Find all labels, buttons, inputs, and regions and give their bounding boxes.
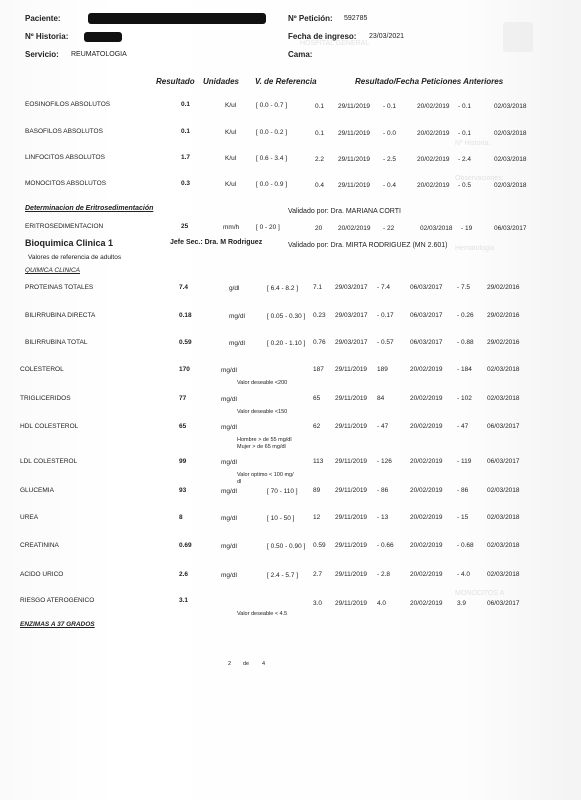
previous-result-3: - 119 — [457, 458, 472, 465]
reference-range: [ 0.50 - 0.90 ] — [267, 543, 306, 550]
test-name: BILIRRUBINA DIRECTA — [25, 312, 96, 319]
previous-date-2: 20/02/2019 — [410, 395, 443, 402]
previous-date-1: 29/11/2019 — [338, 182, 371, 189]
previous-result-1: 0.23 — [313, 312, 326, 319]
previous-date-2: 20/02/2019 — [417, 103, 450, 110]
paciente-label: Paciente: — [25, 14, 61, 23]
previous-result-3: - 19 — [461, 225, 473, 232]
previous-result-1: 65 — [313, 395, 321, 402]
previous-date-1: 29/11/2019 — [335, 487, 368, 494]
reference-range: [ 0.6 - 3.4 ] — [256, 155, 288, 162]
previous-date-2: 20/02/2019 — [410, 487, 443, 494]
previous-date-1: 29/11/2019 — [338, 156, 371, 163]
previous-result-1: 89 — [313, 487, 321, 494]
previous-result-3: - 0.1 — [458, 130, 472, 137]
previous-result-2: - 126 — [377, 458, 392, 465]
previous-result-2: - 47 — [377, 423, 389, 430]
reference-note: Hombre > de 55 mg/dl — [237, 437, 292, 443]
test-result: 93 — [179, 487, 187, 494]
test-unit: K/ul — [225, 102, 237, 109]
previous-date-1: 29/11/2019 — [335, 423, 368, 430]
reference-range: [ 0.20 - 1.10 ] — [267, 340, 306, 347]
previous-result-2: - 0.4 — [383, 182, 397, 189]
test-result: 8 — [179, 514, 183, 521]
previous-date-2: 20/02/2019 — [417, 130, 450, 137]
reference-note-2: Mujer > de 65 mg/dl — [237, 444, 286, 450]
previous-date-3: 06/03/2017 — [487, 600, 520, 607]
test-unit: mg/dl — [221, 367, 237, 374]
reference-note: Valor deseable <150 — [237, 409, 288, 415]
previous-result-3: - 86 — [457, 487, 469, 494]
test-name: MONOCITOS ABSOLUTOS — [25, 180, 107, 187]
previous-result-1: 187 — [313, 366, 324, 373]
previous-result-2: 189 — [377, 366, 388, 373]
previous-result-3: - 2.4 — [458, 156, 472, 163]
previous-date-3: 02/03/2018 — [494, 130, 527, 137]
test-result: 170 — [179, 366, 190, 373]
test-name: PROTEINAS TOTALES — [25, 284, 94, 291]
previous-result-2: - 7.4 — [377, 284, 391, 291]
test-result: 7.4 — [179, 284, 189, 291]
eritro-section-title: Determinacion de Eritrosedimentación — [25, 205, 154, 212]
servicio-value: REUMATOLOGIA — [71, 51, 127, 58]
col-resultado: Resultado — [156, 77, 195, 86]
previous-date-3: 06/03/2017 — [494, 225, 527, 232]
previous-date-1: 29/11/2019 — [335, 542, 368, 549]
test-unit: mg/dl — [229, 313, 245, 320]
previous-date-2: 20/02/2019 — [410, 571, 443, 578]
previous-date-2: 06/03/2017 — [410, 339, 443, 346]
valores-referencia-note: Valores de referencia de adultos — [28, 254, 122, 261]
test-name: HDL COLESTEROL — [20, 423, 79, 430]
previous-date-1: 20/02/2019 — [338, 225, 371, 232]
test-unit: mg/dl — [221, 459, 237, 466]
previous-date-2: 06/03/2017 — [410, 284, 443, 291]
previous-result-2: - 0.1 — [383, 103, 397, 110]
previous-result-1: 12 — [313, 514, 321, 521]
previous-date-1: 29/11/2019 — [338, 103, 371, 110]
jefe-seccion: Jefe Sec.: Dra. M Rodriguez — [170, 239, 263, 246]
fecha-ingreso-label: Fecha de ingreso: — [288, 32, 357, 41]
test-unit: K/ul — [225, 155, 237, 162]
previous-result-1: 0.1 — [315, 103, 325, 110]
previous-date-2: 20/02/2019 — [410, 514, 443, 521]
previous-result-3: - 0.68 — [457, 542, 474, 549]
historia-label: Nº Historia: — [25, 32, 69, 41]
test-result: 77 — [179, 395, 187, 402]
reference-range: [ 0.05 - 0.30 ] — [267, 313, 306, 320]
previous-date-3: 29/02/2016 — [487, 312, 520, 319]
previous-result-2: - 2.8 — [377, 571, 391, 578]
previous-result-3: - 102 — [457, 395, 472, 402]
test-result: 25 — [181, 223, 189, 230]
test-name: BASOFILOS ABSOLUTOS — [25, 128, 103, 135]
previous-result-2: - 22 — [383, 225, 395, 232]
page-total: 4 — [262, 661, 266, 667]
test-result: 0.1 — [181, 128, 191, 135]
reference-note: Valor optimo < 100 mg/ — [237, 472, 294, 478]
previous-result-2: - 0.66 — [377, 542, 394, 549]
previous-result-1: 0.59 — [313, 542, 326, 549]
previous-date-2: 20/02/2019 — [410, 600, 443, 607]
redacted-history-number — [84, 32, 122, 42]
previous-result-1: 7.1 — [313, 284, 323, 291]
reference-range: [ 0.0 - 0.9 ] — [256, 181, 288, 188]
previous-date-1: 29/03/2017 — [335, 284, 368, 291]
test-result: 1.7 — [181, 154, 191, 161]
previous-date-2: 06/03/2017 — [410, 312, 443, 319]
test-name: UREA — [20, 514, 39, 521]
previous-date-2: 02/03/2018 — [420, 225, 453, 232]
previous-result-2: - 13 — [377, 514, 389, 521]
previous-result-3: - 184 — [457, 366, 472, 373]
previous-date-1: 29/11/2019 — [335, 600, 368, 607]
enzimas-title: ENZIMAS A 37 GRADOS — [20, 621, 95, 628]
previous-result-3: - 0.88 — [457, 339, 474, 346]
page-de: de — [243, 661, 250, 667]
previous-result-1: 113 — [313, 458, 324, 465]
test-result: 0.59 — [179, 339, 192, 346]
redacted-patient-name — [88, 13, 266, 24]
previous-date-3: 02/03/2018 — [494, 103, 527, 110]
test-result: 0.3 — [181, 180, 191, 187]
previous-result-2: - 0.57 — [377, 339, 394, 346]
test-unit: K/ul — [225, 181, 237, 188]
test-unit: mg/dl — [221, 572, 237, 579]
previous-date-1: 29/11/2019 — [335, 366, 368, 373]
previous-result-1: 0.76 — [313, 339, 326, 346]
test-name: LINFOCITOS ABSOLUTOS — [25, 154, 105, 161]
test-unit: mg/dl — [221, 543, 237, 550]
previous-date-3: 02/03/2018 — [487, 395, 520, 402]
previous-date-3: 06/03/2017 — [487, 423, 520, 430]
col-anteriores: Resultado/Fecha Peticiones Anteriores — [355, 77, 504, 86]
previous-result-1: 20 — [315, 225, 323, 232]
col-referencia: V. de Referencia — [255, 77, 317, 86]
test-unit: mg/dl — [221, 488, 237, 495]
previous-result-3: - 15 — [457, 514, 469, 521]
reference-note: Valor deseable <200 — [237, 380, 288, 386]
cama-label: Cama: — [288, 50, 313, 59]
test-unit: K/ul — [225, 129, 237, 136]
test-name: RIESGO ATEROGENICO — [20, 597, 95, 604]
previous-date-3: 02/03/2018 — [487, 366, 520, 373]
previous-result-1: 2.7 — [313, 571, 323, 578]
previous-result-2: 84 — [377, 395, 385, 402]
lab-report-page: HOSPITAL GENERAL Nº Historia: Observaciones: Hematologia MONOCITOS A Paciente: Nº Historia: Servicio: REUMATOLOGIA Nº Petición: 592785 Fecha de ingreso: 23/03/2021 Cama: Resultado Unidades V. de Referencia Resultado/Fecha Peticiones Anteriores EOSINOFILOS ABSOLUTOS 0.1 K/ul [ 0.0 - 0.7 ] 0.1 29/11/2019 - 0.1 20/02/2019 - 0.1 02/03/2018 BASOFILOS ABSOLUTOS 0.1 K/ul [ 0.0 - 0.2 ] 0.1 29/11/2019 - 0.0 20/02/2019 - 0.1 02/03/2018 LINFOCITOS ABSOLUTOS 1.7 K/ul [ 0.6 - 3.4 ] 2.2 29/11/2019 - 2.5 20/02/2019 - 2.4 02/03/2018 MONOCITOS ABSOLUTOS 0.3 K/ul [ 0.0 - 0.9 ] 0.4 29/11/2019 - 0.4 20/02/2019 - 0.5 02/03/2018 Determinacion de Eritrosedimentación Validado por: Dra. MARIANA CORTI ERITROSEDIMENTACION 25 mm/h [ 0 - 20 ] 20 20/02/2019 - 22 02/03/2018 - 19 06/03/2017 Bioquimica Clinica 1 Jefe Sec.: Dra. M Rodriguez Validado por: Dra. MIRTA RODRIGUEZ (MN 2.601) Valores de referencia de adultos QUIMICA CLINICA PROTEINAS TOTALES 7.4 g/dl [ 6.4 - 8.2 ] 7.1 29/03/2017 - 7.4 06/03/2017 - 7.5 29/02/2016 BILIRRUBINA DIRECTA 0.18 mg/dl [ 0.05 - 0.30 ] 0.23 29/03/2017 - 0.17 06/03/2017 - 0.26 29/02/2016 BILIRRUBINA TOTAL 0.59 mg/dl [ 0.20 - 1.10 ] 0.76 29/03/2017 - 0.57 06/03/2017 - 0.88 29/02/2016 COLESTEROL 170 mg/dl Valor deseable <200 187 29/11/2019 189 20/02/2019 - 184 02/03/2018 TRIGLICERIDOS 77 mg/dl Valor deseable <150 65 29/11/2019 84 20/02/2019 - 102 02/03/2018 HDL COLESTEROL 65 mg/dl Hombre > de 55 mg/dl Mujer > de 65 mg/dl 62 29/11/2019 - 47 20/02/2019 - 47 06/03/2017 LDL COLESTEROL 99 mg/dl Valor optimo < 100 mg/ dl 113 29/11/2019 - 126 20/02/2019 - 119 06/03/2017 GLUCEMIA 93 mg/dl [ 70 - 110 ] 89 29/11/2019 - 86 20/02/2019 - 86 02/03/2018 UREA 8 mg/dl [ 10 - 50 ] 12 29/11/2019 - 13 20/02/2019 - 15 02/03/2018 CREATININA 0.69 mg/dl [ 0.50 - 0.90 ] 0.59 29/11/2019 - 0.66 20/02/2019 - 0.68 02/03/2018 ACIDO URICO 2.6 mg/dl [ 2.4 - 5.7 ] 2.7 29/11/2019 - 2.8 20/02/2019 - 4.0 02/03/2018 RIESGO ATEROGENICO 3.1 Valor deseable < 4.5 3.0 29/11/2019 4.0 20/02/2019 3.9 06/03/2017 ENZIMAS A 37 GRADOS 2 de 4 — [0, 0, 581, 800]
previous-result-1: 3.0 — [313, 600, 323, 607]
previous-date-3: 02/03/2018 — [494, 182, 527, 189]
previous-date-1: 29/11/2019 — [335, 571, 368, 578]
previous-date-3: 02/03/2018 — [494, 156, 527, 163]
test-unit: mg/dl — [221, 396, 237, 403]
reference-range: [ 70 - 110 ] — [267, 488, 298, 495]
previous-date-3: 02/03/2018 — [487, 571, 520, 578]
previous-result-3: 3.9 — [457, 600, 467, 607]
previous-result-3: - 0.5 — [458, 182, 472, 189]
previous-date-1: 29/11/2019 — [335, 514, 368, 521]
previous-result-1: 2.2 — [315, 156, 325, 163]
test-name: BILIRRUBINA TOTAL — [25, 339, 88, 346]
previous-result-3: - 0.26 — [457, 312, 474, 319]
previous-date-3: 29/02/2016 — [487, 339, 520, 346]
reference-range: [ 0 - 20 ] — [256, 224, 280, 231]
previous-date-3: 06/03/2017 — [487, 458, 520, 465]
previous-result-2: - 86 — [377, 487, 389, 494]
test-unit: mg/dl — [229, 340, 245, 347]
previous-date-3: 02/03/2018 — [487, 514, 520, 521]
reference-note: Valor deseable < 4.5 — [237, 611, 288, 617]
previous-date-2: 20/02/2019 — [410, 366, 443, 373]
test-unit: mg/dl — [221, 424, 237, 431]
previous-result-1: 0.4 — [315, 182, 325, 189]
hospital-logo-stamp — [503, 22, 533, 52]
previous-date-3: 29/02/2016 — [487, 284, 520, 291]
test-result: 3.1 — [179, 597, 189, 604]
bioquimica-title: Bioquimica Clinica 1 — [25, 238, 114, 248]
fecha-ingreso-value: 23/03/2021 — [369, 33, 405, 40]
test-name: EOSINOFILOS ABSOLUTOS — [25, 101, 111, 108]
page-number: 2 — [228, 661, 232, 667]
servicio-label: Servicio: — [25, 50, 59, 59]
previous-date-2: 20/02/2019 — [410, 423, 443, 430]
test-result: 65 — [179, 423, 187, 430]
reference-range: [ 0.0 - 0.2 ] — [256, 129, 288, 136]
previous-result-3: - 7.5 — [457, 284, 471, 291]
previous-date-1: 29/03/2017 — [335, 339, 368, 346]
previous-result-3: - 4.0 — [457, 571, 471, 578]
test-unit: g/dl — [229, 285, 240, 292]
bioquimica-validado: Validado por: Dra. MIRTA RODRIGUEZ (MN 2.601) — [288, 242, 448, 249]
previous-date-1: 29/11/2019 — [335, 395, 368, 402]
peticion-label: Nº Petición: — [288, 14, 333, 23]
test-result: 0.18 — [179, 312, 192, 319]
test-name: TRIGLICERIDOS — [20, 395, 71, 402]
reference-range: [ 2.4 - 5.7 ] — [267, 572, 299, 579]
test-result: 0.1 — [181, 101, 191, 108]
previous-date-1: 29/11/2019 — [335, 458, 368, 465]
previous-date-2: 20/02/2019 — [417, 156, 450, 163]
test-name: CREATININA — [20, 542, 59, 549]
test-name: ERITROSEDIMENTACION — [25, 223, 104, 230]
previous-date-2: 20/02/2019 — [410, 542, 443, 549]
previous-date-2: 20/02/2019 — [410, 458, 443, 465]
test-unit: mm/h — [223, 224, 240, 231]
previous-result-1: 62 — [313, 423, 321, 430]
reference-range: [ 0.0 - 0.7 ] — [256, 102, 288, 109]
previous-date-1: 29/11/2019 — [338, 130, 371, 137]
previous-date-2: 20/02/2019 — [417, 182, 450, 189]
eritro-validado: Validado por: Dra. MARIANA CORTI — [288, 208, 401, 215]
previous-result-3: - 47 — [457, 423, 469, 430]
previous-result-3: - 0.1 — [458, 103, 472, 110]
previous-result-2: - 0.17 — [377, 312, 394, 319]
test-result: 2.6 — [179, 571, 189, 578]
reference-range: [ 6.4 - 8.2 ] — [267, 285, 299, 292]
test-unit: mg/dl — [221, 515, 237, 522]
previous-result-2: 4.0 — [377, 600, 387, 607]
peticion-value: 592785 — [344, 15, 368, 22]
previous-date-3: 02/03/2018 — [487, 542, 520, 549]
previous-result-2: - 2.5 — [383, 156, 397, 163]
test-name: LDL COLESTEROL — [20, 458, 78, 465]
test-result: 99 — [179, 458, 187, 465]
col-unidades: Unidades — [203, 77, 240, 86]
test-name: ACIDO URICO — [20, 571, 64, 578]
test-result: 0.69 — [179, 542, 192, 549]
quimica-clinica-title: QUIMICA CLINICA — [25, 267, 81, 274]
test-name: COLESTEROL — [20, 366, 64, 373]
test-name: GLUCEMIA — [20, 487, 54, 494]
reference-note-2: dl — [237, 479, 242, 485]
previous-date-3: 02/03/2018 — [487, 487, 520, 494]
reference-range: [ 10 - 50 ] — [267, 515, 295, 522]
previous-result-1: 0.1 — [315, 130, 325, 137]
previous-date-1: 29/03/2017 — [335, 312, 368, 319]
previous-result-2: - 0.0 — [383, 130, 397, 137]
